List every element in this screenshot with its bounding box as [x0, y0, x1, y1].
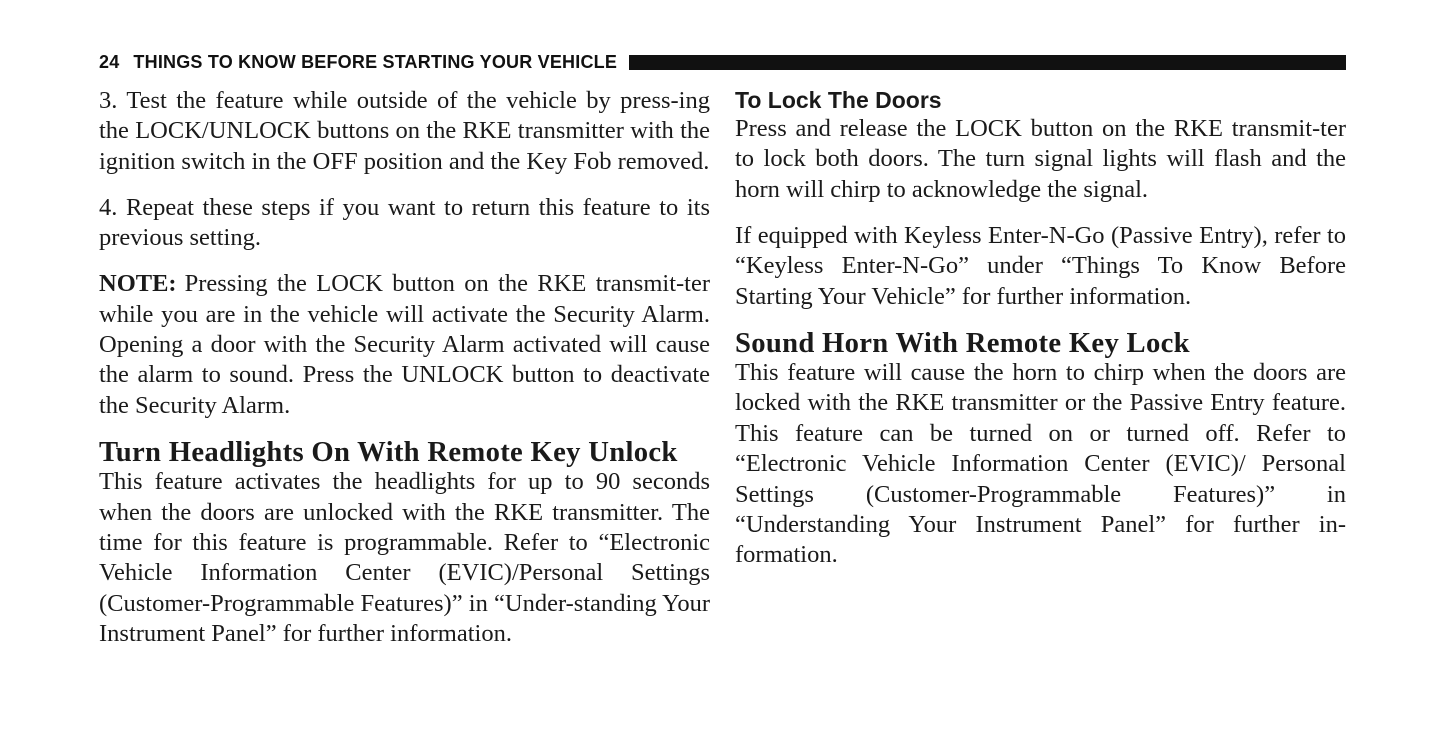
sound-horn-paragraph: This feature will cause the horn to chirp when the doors are locked with the RKE transmitter or the Passive Entry feature. This feature can be turned on or turned off. Refer to “Electronic Vehicle Information Center (EVIC)/ Personal Settings (Customer-Programmable Features)” in “Understanding Your Instrument Panel” for further in-formation. [735, 359, 1346, 569]
lock-doors-paragraph: Press and release the LOCK button on the RKE transmit-ter to lock both doors. The turn signal lights will flash and the horn will chirp to acknowledge the signal. [735, 115, 1346, 203]
headlights-paragraph: This feature activates the headlights for up to 90 seconds when the doors are unlocked with the RKE transmitter. The time for this feature is programmable. Refer to “Electronic Vehicle Information Center (EVIC)/Personal Settings (Customer-Programmable Features)” in “Under-standing Your Instrument Panel” for further information. [99, 468, 710, 648]
note-paragraph [99, 269, 710, 421]
page-number: 24 [99, 51, 120, 72]
section-title: THINGS TO KNOW BEFORE STARTING YOUR VEHICLE [133, 51, 618, 72]
page-header [99, 50, 1346, 74]
lock-doors-heading: To Lock The Doors [735, 87, 942, 113]
left-column [99, 86, 710, 665]
note-label: NOTE: [99, 270, 177, 298]
headlights-heading: Turn Headlights On With Remote Key Unlock [99, 435, 678, 468]
sound-horn-heading: Sound Horn With Remote Key Lock [735, 326, 1190, 359]
keyless-paragraph: If equipped with Keyless Enter-N-Go (Passive Entry), refer to “Keyless Enter-N-Go” under “Things To Know Before Starting Your Vehicle” for further information. [735, 221, 1346, 310]
step-3-paragraph: 3. Test the feature while outside of the vehicle by press-ing the LOCK/UNLOCK buttons on the RKE transmitter with the ignition switch in the OFF position and the Key Fob removed. [99, 87, 710, 175]
header-rule [629, 55, 1346, 70]
note-text: Pressing the LOCK button on the RKE transmit-ter while you are in the vehicle will activate the Security Alarm. Opening a door with the Security Alarm activated will cause the alarm to sound. Press the UNLOCK button to deactivate the Security Alarm. [99, 270, 710, 419]
step-4-paragraph: 4. Repeat these steps if you want to return this feature to its previous setting. [99, 193, 710, 252]
right-column [735, 86, 1346, 586]
